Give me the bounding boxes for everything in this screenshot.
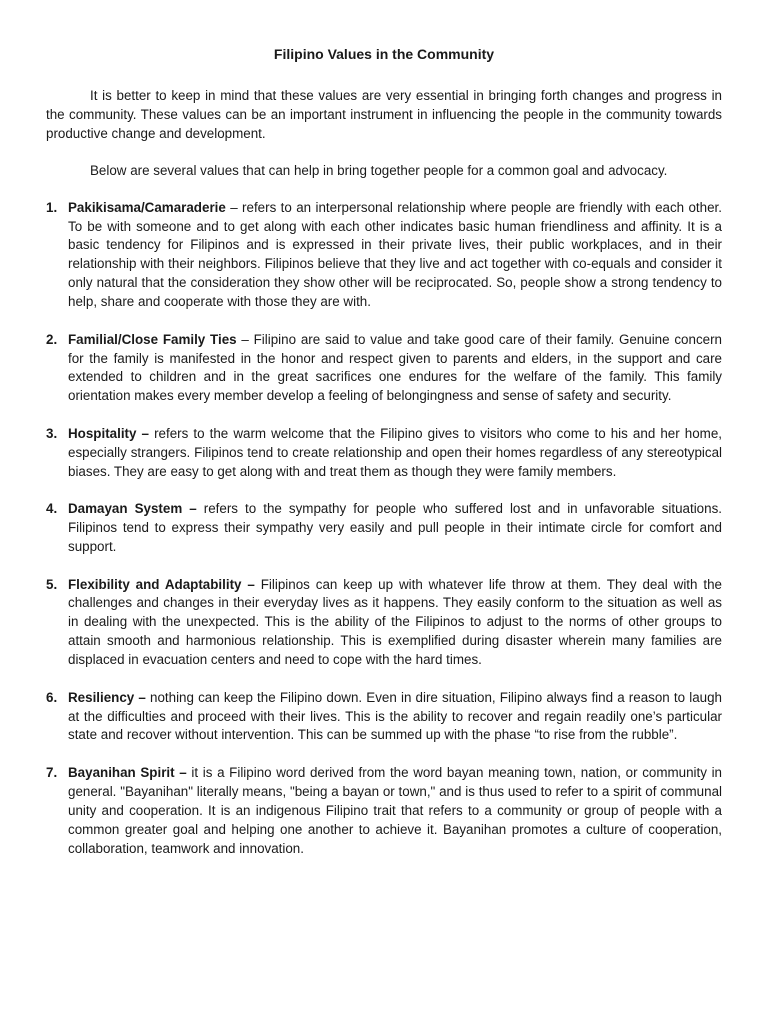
- item-term: Familial/Close Family Ties: [68, 331, 237, 347]
- item-number: 3.: [46, 425, 58, 441]
- item-text: Filipinos can keep up with whatever life throw at them. They deal with the challenges and changes in their everyday lives as it happens. They easily conform to the situation as well as in dealing with the unexpected. This is the ability of the Filipinos to adjust to the norms of other groups to attain smooth and harmonious relationship. This is exemplified during disaster wherein many families are displaced in evacuation centers and need to cope with the hard times.: [68, 576, 722, 668]
- item-number: 6.: [46, 689, 58, 705]
- lead-paragraph: Below are several values that can help in bring together people for a common goal and advocacy.: [90, 162, 668, 178]
- list-item: [46, 576, 722, 671]
- item-text: it is a Filipino word derived from the word bayan meaning town, nation, or community in general. "Bayanihan" literally means, "being a bayan or town," and is thus used to refer to a spirit of communal unity and cooperation. It is an indigenous Filipino trait that refers to a community or group of people with a common greater goal and helping one another to achieve it. Bayanihan promotes a culture of cooperation, collaboration, teamwork and innovation.: [68, 764, 723, 856]
- document-page: [46, 44, 722, 877]
- list-item: [46, 500, 722, 557]
- document-title: Filipino Values in the Community: [273, 46, 495, 62]
- item-text: – refers to an interpersonal relationship where people are friendly with each other. To be with someone and to get along with each other indicates basic human friendliness and affinity. It is a basic tendency for Filipinos and is expressed in their private lives, their public workplaces, and in their relationship with their neighbors. Filipinos believe that they live and act together with co-equals and consider it only natural that the consideration they show other will be reciprocated. So, people show a strong tendency to help, share and cooperate with those they are with.: [68, 199, 722, 310]
- item-term: Bayanihan Spirit –: [68, 764, 187, 780]
- item-term: Damayan System –: [68, 501, 197, 517]
- item-number: 7.: [46, 764, 58, 780]
- item-term: Pakikisama/Camaraderie: [68, 199, 226, 215]
- list-item: [46, 689, 722, 746]
- item-term: Flexibility and Adaptability –: [68, 576, 255, 592]
- item-number: 4.: [46, 501, 58, 517]
- list-item: [46, 199, 722, 312]
- item-term: Hospitality –: [68, 425, 149, 441]
- intro-paragraph: It is better to keep in mind that these values are very essential in bringing forth changes and progress in the community. These values can be an important instrument in influencing the people in the community towards productive change and development.: [46, 88, 722, 141]
- item-text: refers to the warm welcome that the Filipino gives to visitors who come to his and her home, especially strangers. Filipinos tend to create relationship and open their homes regardless of any stereotypical biases. They are easy to get along with and treat them as though they were family members.: [68, 425, 722, 479]
- list-item: [46, 331, 722, 407]
- item-text: refers to the sympathy for people who suffered lost and in unfavorable situations. Filipinos tend to express their sympathy very easily and pull people in their intimate circle for comfort and support.: [68, 501, 722, 554]
- item-text: nothing can keep the Filipino down. Even in dire situation, Filipino always find a reason to laugh at the difficulties and proceed with their lives. This is the ability to recover and regain readily one’s particular state and recover without intervention. This can be summed up with the phase “to rise from the rubble”.: [68, 689, 722, 743]
- item-term: Resiliency –: [68, 689, 146, 705]
- item-number: 2.: [46, 331, 58, 347]
- item-number: 1.: [46, 199, 58, 215]
- item-number: 5.: [46, 576, 58, 592]
- list-item: [46, 764, 722, 859]
- item-text: – Filipino are said to value and take good care of their family. Genuine concern for the family is manifested in the honor and respect given to parents and elders, in the support and care extended to children and in the great sacrifices one endures for the welfare of the family. This family orientation makes every member develop a feeling of belongingness and sense of safety and security.: [68, 331, 722, 404]
- list-item: [46, 425, 722, 482]
- values-list: [46, 199, 722, 859]
